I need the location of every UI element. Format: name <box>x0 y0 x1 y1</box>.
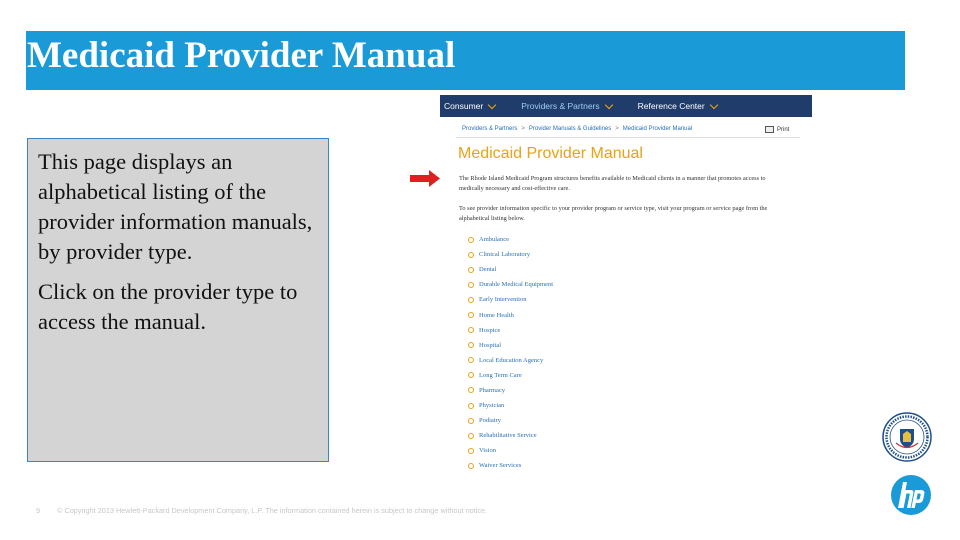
website-screenshot <box>440 95 812 485</box>
printer-icon <box>765 126 774 133</box>
breadcrumb-manuals[interactable]: Provider Manuals & Guidelines <box>528 126 612 132</box>
provider-item-rehabilitative-service[interactable] <box>468 428 553 443</box>
provider-link[interactable]: Home Health <box>479 311 514 319</box>
provider-link[interactable]: Hospital <box>479 341 502 349</box>
chevron-down-icon <box>709 100 717 108</box>
nav-consumer[interactable] <box>444 101 495 111</box>
breadcrumb: Providers & Partners > Provider Manuals & Guidelines > Medicaid Provider Manual <box>462 126 693 132</box>
instruction-callout <box>27 138 329 462</box>
chevron-down-icon <box>604 100 612 108</box>
nav-reference-label: Reference Center <box>637 101 705 111</box>
provider-item-pharmacy[interactable] <box>468 383 553 398</box>
provider-link[interactable]: Long Term Care <box>479 371 522 379</box>
provider-item-podiatry[interactable] <box>468 413 553 428</box>
bullet-icon <box>468 312 474 318</box>
bullet-icon <box>468 282 474 288</box>
provider-link[interactable]: Clinical Laboratory <box>479 251 531 259</box>
red-arrow-icon <box>410 170 440 187</box>
bullet-icon <box>468 448 474 454</box>
callout-text-1: This page displays an alphabetical listing of the provider information manuals, by provider type. <box>38 149 313 264</box>
nav-reference-center[interactable] <box>638 101 717 111</box>
copyright-text: © Copyright 2013 Hewlett-Packard Development Company, L.P. The information contained herein is subject to change without notice. <box>57 506 488 515</box>
provider-list <box>468 232 553 474</box>
provider-item-hospice[interactable] <box>468 323 553 338</box>
provider-item-long-term-care[interactable] <box>468 368 553 383</box>
provider-link[interactable]: Durable Medical Equipment <box>479 281 554 289</box>
nav-providers-partners[interactable] <box>521 101 611 111</box>
provider-link[interactable]: Early Intervention <box>479 296 527 304</box>
top-navigation <box>440 95 812 117</box>
provider-item-early-intervention[interactable] <box>468 292 553 307</box>
bullet-icon <box>468 372 474 378</box>
intro-paragraph-2: To see provider information specific to your provider program or service type, visit your program or service page from the alphabetical listing below. <box>459 205 768 222</box>
bullet-icon <box>468 297 474 303</box>
provider-item-hospital[interactable] <box>468 338 553 353</box>
page-heading: Medicaid Provider Manual <box>458 145 643 162</box>
provider-link[interactable]: Dental <box>479 266 497 274</box>
bullet-icon <box>468 237 474 243</box>
chevron-down-icon <box>488 100 496 108</box>
provider-item-durable-medical-equipment[interactable] <box>468 277 553 292</box>
provider-item-waiver-services[interactable] <box>468 458 553 473</box>
hp-logo-icon <box>890 474 932 516</box>
provider-item-local-education-agency[interactable] <box>468 353 553 368</box>
provider-item-clinical-laboratory[interactable] <box>468 247 553 262</box>
provider-link[interactable]: Rehabilitative Service <box>479 432 537 440</box>
breadcrumb-current: Medicaid Provider Manual <box>622 126 693 132</box>
slide-footer <box>36 506 487 515</box>
provider-item-home-health[interactable] <box>468 307 553 322</box>
provider-link[interactable]: Ambulance <box>479 236 509 244</box>
bullet-icon <box>468 327 474 333</box>
provider-item-dental[interactable] <box>468 262 553 277</box>
callout-text-2: Click on the provider type to access the manual. <box>38 278 298 334</box>
provider-item-vision[interactable] <box>468 443 553 458</box>
provider-link[interactable]: Hospice <box>479 326 501 334</box>
divider <box>456 137 800 138</box>
bullet-icon <box>468 387 474 393</box>
bullet-icon <box>468 418 474 424</box>
bullet-icon <box>468 342 474 348</box>
provider-link[interactable]: Pharmacy <box>479 386 505 394</box>
provider-link[interactable]: Vision <box>479 447 496 455</box>
slide-title: Medicaid Provider Manual <box>27 35 456 76</box>
breadcrumb-providers[interactable]: Providers & Partners <box>462 126 518 132</box>
bullet-icon <box>468 267 474 273</box>
page-number: 9 <box>36 506 41 515</box>
provider-link[interactable]: Local Education Agency <box>479 356 544 364</box>
bullet-icon <box>468 252 474 258</box>
intro-paragraph-1: The Rhode Island Medicaid Program structures benefits available to Medicaid clients in a manner that promotes access to medically necessary and cost-effective care. <box>459 175 766 192</box>
print-button[interactable] <box>765 126 789 133</box>
bullet-icon <box>468 433 474 439</box>
provider-item-ambulance[interactable] <box>468 232 553 247</box>
state-seal-icon <box>882 412 932 462</box>
bullet-icon <box>468 357 474 363</box>
bullet-icon <box>468 403 474 409</box>
bullet-icon <box>468 463 474 469</box>
provider-link[interactable]: Podiatry <box>479 417 502 425</box>
nav-consumer-label: Consumer <box>444 101 484 111</box>
provider-link[interactable]: Waiver Services <box>479 462 522 470</box>
provider-link[interactable]: Physician <box>479 402 505 410</box>
print-label: Print <box>777 126 790 133</box>
nav-providers-label: Providers & Partners <box>521 101 600 111</box>
provider-item-physician[interactable] <box>468 398 553 413</box>
